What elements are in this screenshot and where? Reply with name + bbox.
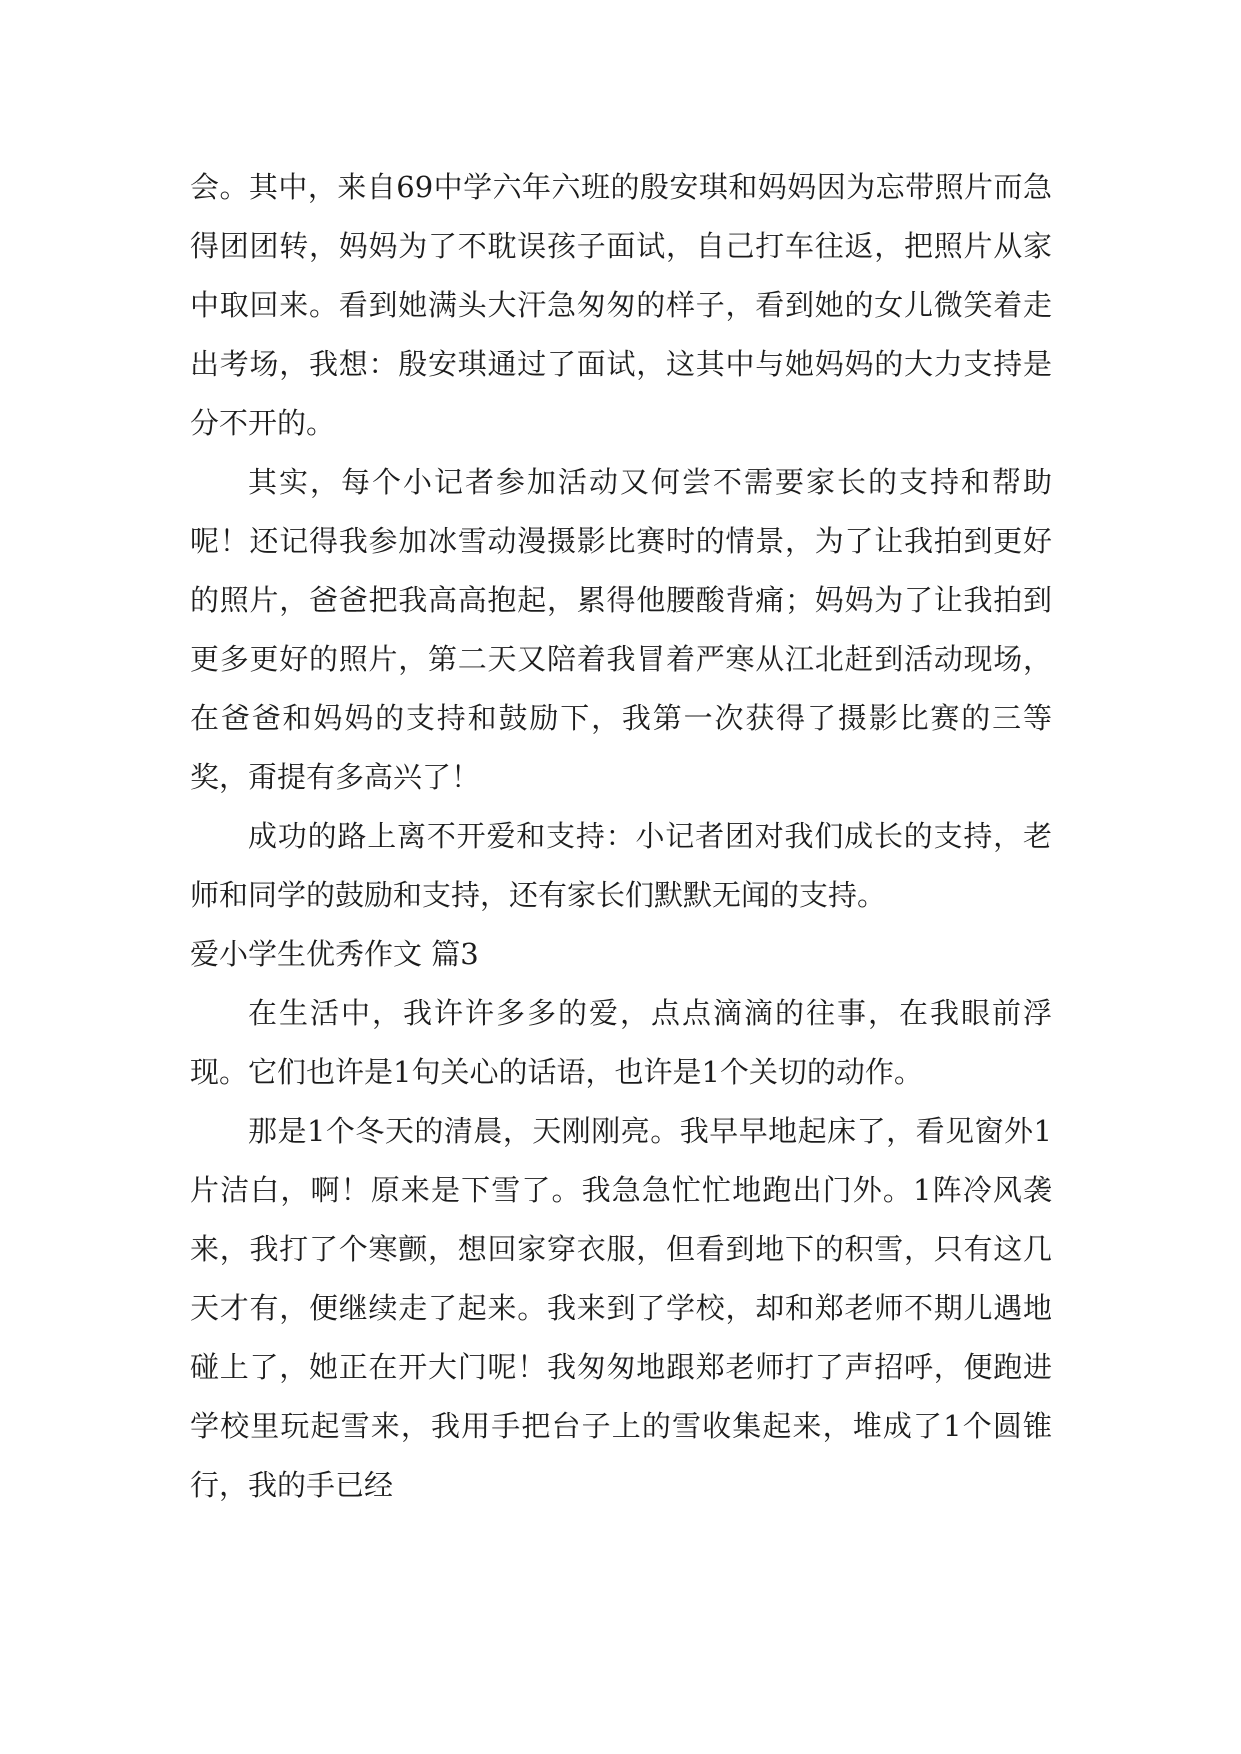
- paragraph-2: 其实，每个小记者参加活动又何尝不需要家长的支持和帮助呢！还记得我参加冰雪动漫摄影比赛时的情景，为了让我拍到更好的照片，爸爸把我高高抱起，累得他腰酸背痛；妈妈为了让我拍到更多更好的照片，第二天又陪着我冒着严寒从江北赶到活动现场，在爸爸和妈妈的支持和鼓励下，我第一次获得了摄影比赛的三等奖，甭提有多高兴了！: [190, 465, 1052, 794]
- paragraph-5: 那是1个冬天的清晨，天刚刚亮。我早早地起床了，看见窗外1片洁白，啊！原来是下雪了。我急急忙忙地跑出门外。1阵冷风袭来，我打了个寒颤，想回家穿衣服，但看到地下的积雪，只有这几天才有，便继续走了起来。我来到了学校，却和郑老师不期儿遇地碰上了，她正在开大门呢！我匆匆地跟郑老师打了声招呼，便跑进学校里玩起雪来，我用手把台子上的雪收集起来，堆成了1个圆锥行，我的手已经: [190, 1114, 1052, 1502]
- paragraph-4: 在生活中，我许许多多的爱，点点滴滴的往事，在我眼前浮现。它们也许是1句关心的话语，也许是1个关切的动作。: [190, 996, 1052, 1089]
- document-body: [190, 158, 1052, 1515]
- paragraph-1: 会。其中，来自69中学六年六班的殷安琪和妈妈因为忘带照片而急得团团转，妈妈为了不耽误孩子面试，自己打车往返，把照片从家中取回来。看到她满头大汗急匆匆的样子，看到她的女儿微笑着走出考场，我想：殷安琪通过了面试，这其中与她妈妈的大力支持是分不开的。: [190, 170, 1052, 440]
- section-heading: 爱小学生优秀作文 篇3: [190, 937, 479, 971]
- paragraph-3: 成功的路上离不开爱和支持：小记者团对我们成长的支持，老师和同学的鼓励和支持，还有家长们默默无闻的支持。: [190, 819, 1052, 912]
